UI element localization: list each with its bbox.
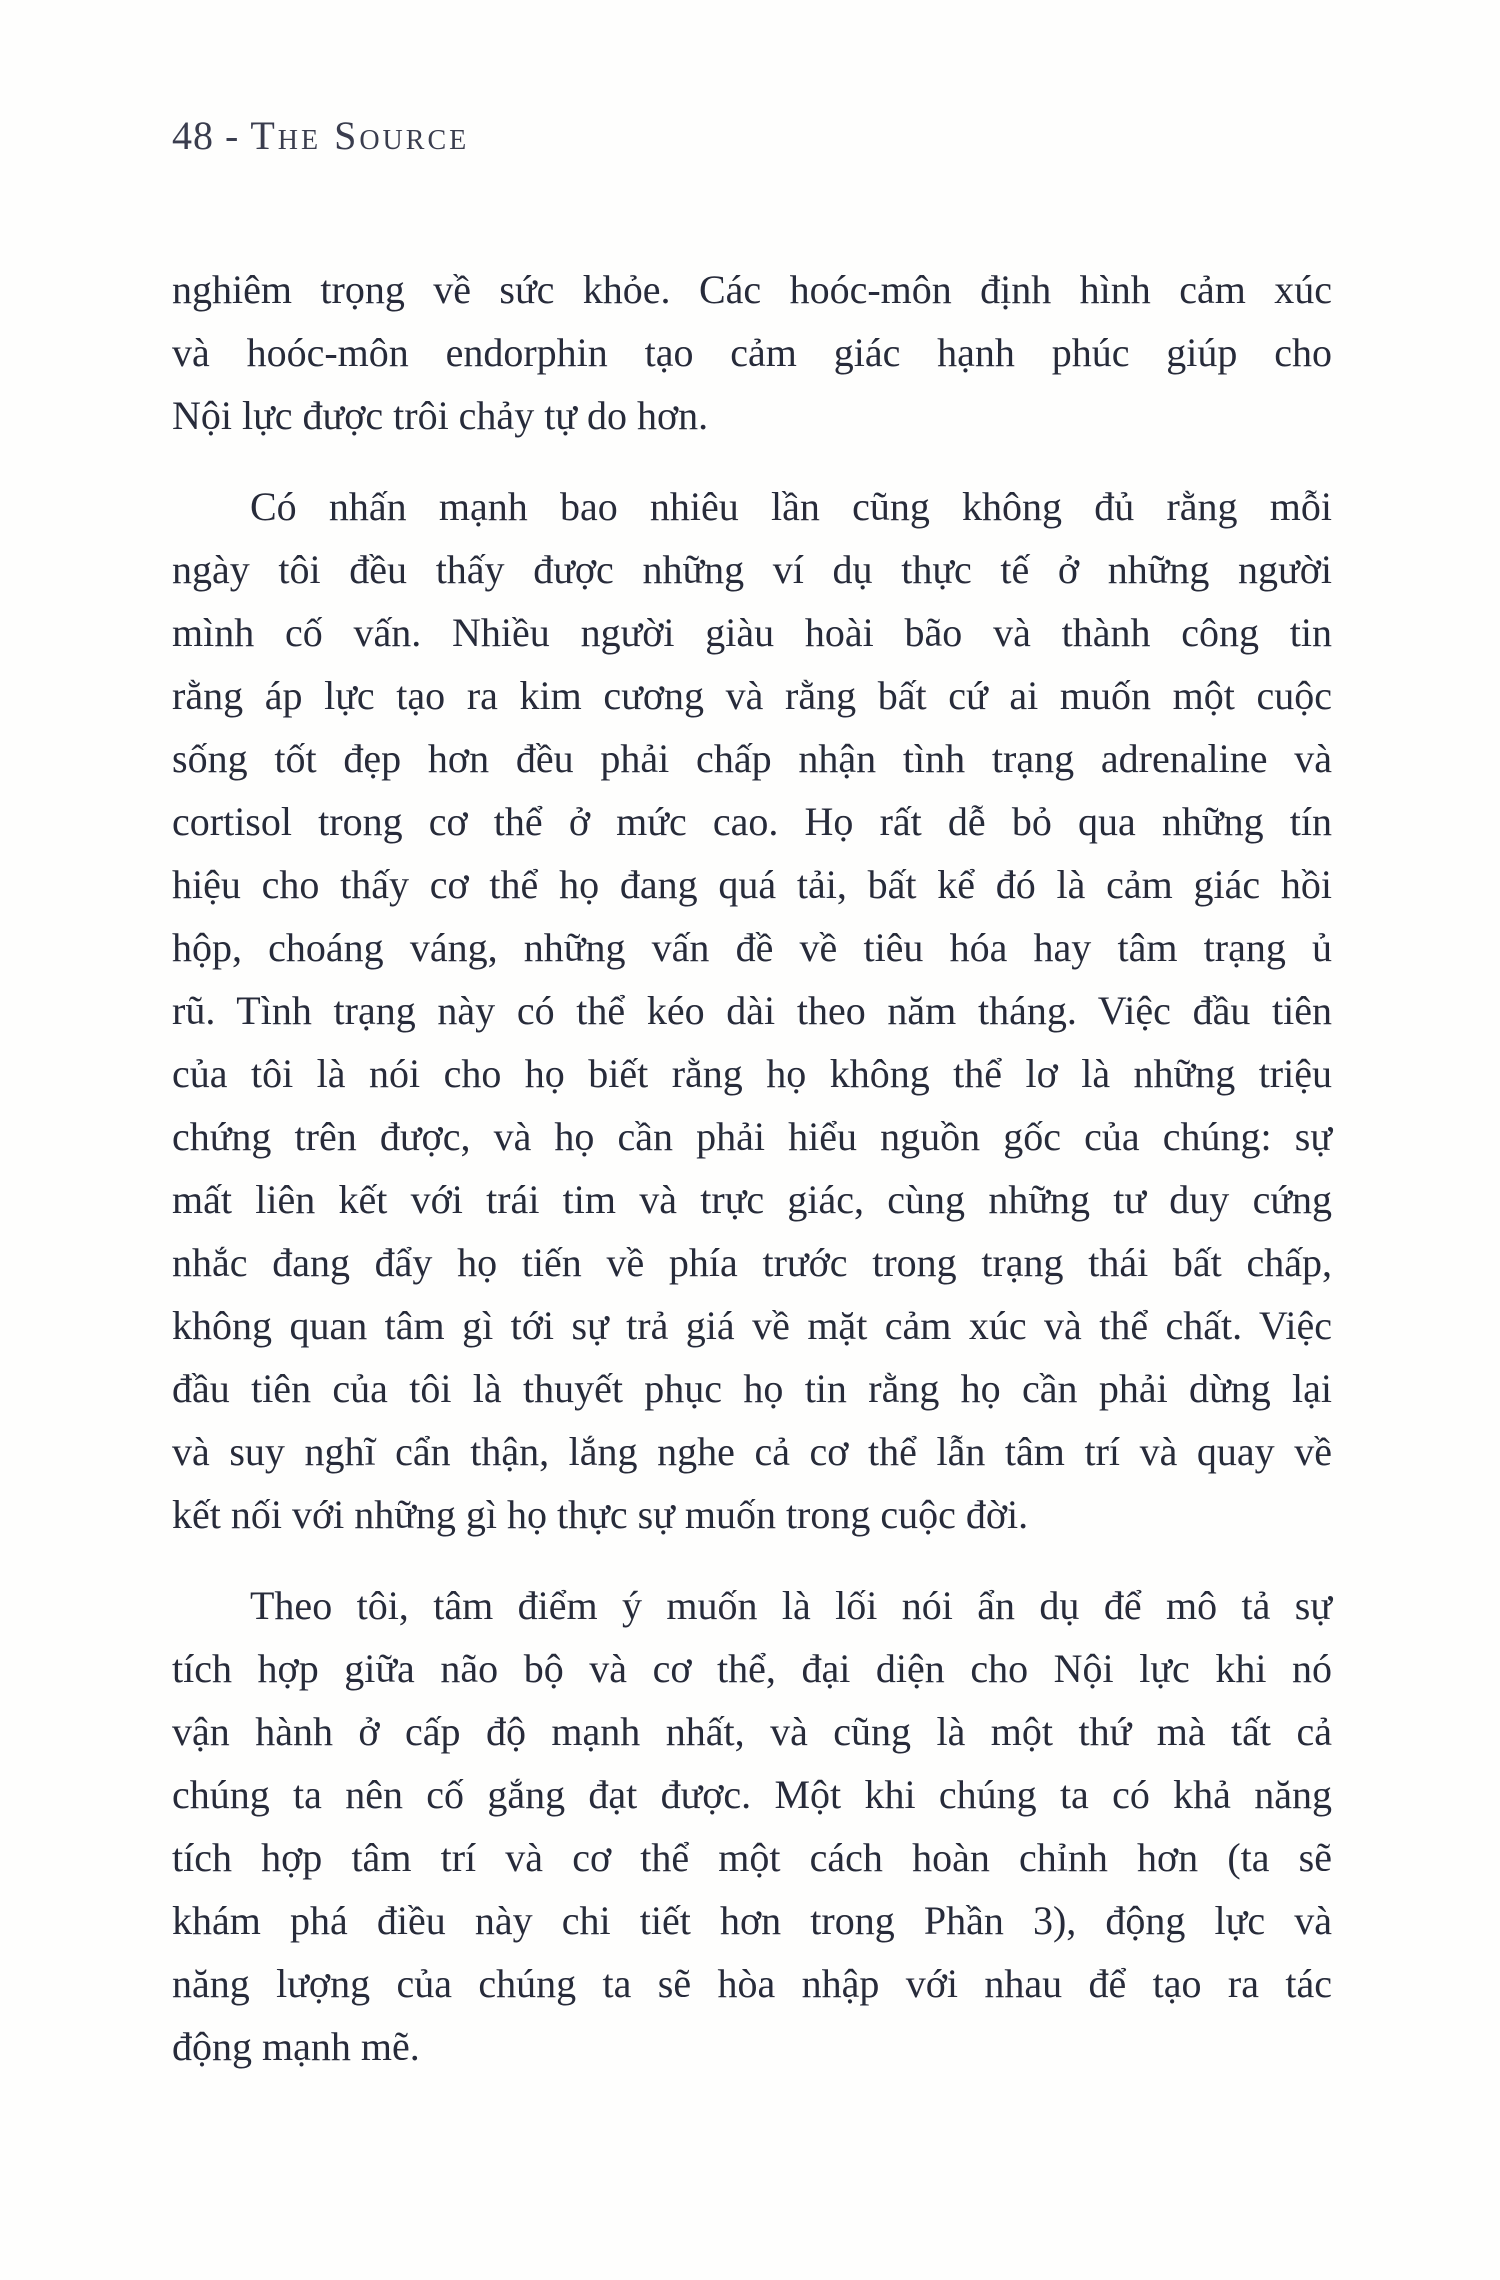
text-line: ngày tôi đều thấy được những ví dụ thực tế ở những người	[172, 547, 1332, 592]
text-line: chứng trên được, và họ cần phải hiểu nguồn gốc của chúng: sự	[172, 1114, 1332, 1159]
text-line: rũ. Tình trạng này có thể kéo dài theo năm tháng. Việc đầu tiên	[172, 988, 1332, 1033]
text-line: năng lượng của chúng ta sẽ hòa nhập với nhau để tạo ra tác	[172, 1961, 1332, 2006]
text-line: khám phá điều này chi tiết hơn trong Phần 3), động lực và	[172, 1898, 1332, 1943]
text-line: và suy nghĩ cẩn thận, lắng nghe cả cơ thể lẫn tâm trí và quay về	[172, 1429, 1332, 1474]
page-number: 48	[172, 113, 214, 158]
header-separator: -	[214, 113, 251, 158]
text-line: mất liên kết với trái tim và trực giác, cùng những tư duy cứng	[172, 1177, 1332, 1222]
text-line: hiệu cho thấy cơ thể họ đang quá tải, bất kể đó là cảm giác hồi	[172, 862, 1332, 907]
text-line: rằng áp lực tạo ra kim cương và rằng bất cứ ai muốn một cuộc	[172, 673, 1332, 718]
paragraph	[172, 475, 1332, 1546]
text-line: tích hợp giữa não bộ và cơ thể, đại diện cho Nội lực khi nó	[172, 1646, 1332, 1691]
text-line: Theo tôi, tâm điểm ý muốn là lối nói ẩn dụ để mô tả sự	[250, 1583, 1332, 1628]
text-line: Nội lực được trôi chảy tự do hơn.	[172, 393, 709, 438]
paragraph	[172, 258, 1332, 447]
text-block	[172, 258, 1332, 2078]
text-line: vận hành ở cấp độ mạnh nhất, và cũng là một thứ mà tất cả	[172, 1709, 1332, 1754]
text-line: nghiêm trọng về sức khỏe. Các hoóc-môn định hình cảm xúc	[172, 267, 1332, 312]
text-line: Có nhấn mạnh bao nhiêu lần cũng không đủ rằng mỗi	[250, 484, 1332, 529]
book-title: The Source	[250, 113, 470, 158]
text-line: sống tốt đẹp hơn đều phải chấp nhận tình trạng adrenaline và	[172, 736, 1332, 781]
text-line: đầu tiên của tôi là thuyết phục họ tin rằng họ cần phải dừng lại	[172, 1366, 1332, 1411]
running-header	[172, 112, 469, 160]
text-line: nhắc đang đẩy họ tiến về phía trước trong trạng thái bất chấp,	[172, 1240, 1332, 1285]
paragraph	[172, 1574, 1332, 2078]
text-line: kết nối với những gì họ thực sự muốn trong cuộc đời.	[172, 1492, 1029, 1537]
text-line: mình cố vấn. Nhiều người giàu hoài bão và thành công tin	[172, 610, 1332, 655]
text-line: của tôi là nói cho họ biết rằng họ không thể lơ là những triệu	[172, 1051, 1332, 1096]
text-line: tích hợp tâm trí và cơ thể một cách hoàn chỉnh hơn (ta sẽ	[172, 1835, 1332, 1880]
text-line: động mạnh mẽ.	[172, 2024, 420, 2069]
text-line: hộp, choáng váng, những vấn đề về tiêu hóa hay tâm trạng ủ	[172, 925, 1332, 970]
text-line: chúng ta nên cố gắng đạt được. Một khi chúng ta có khả năng	[172, 1772, 1332, 1817]
text-line: và hoóc-môn endorphin tạo cảm giác hạnh phúc giúp cho	[172, 330, 1332, 375]
text-line: không quan tâm gì tới sự trả giá về mặt cảm xúc và thể chất. Việc	[172, 1303, 1332, 1348]
text-line: cortisol trong cơ thể ở mức cao. Họ rất dễ bỏ qua những tín	[172, 799, 1332, 844]
